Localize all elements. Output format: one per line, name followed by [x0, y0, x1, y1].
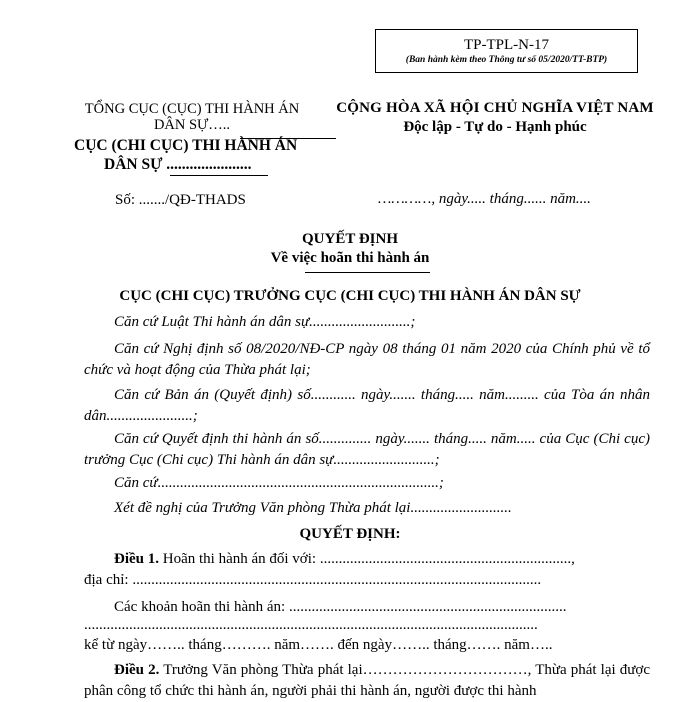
- issuing-authority: CỤC (CHI CỤC) TRƯỞNG CỤC (CHI CỤC) THI HÀNH ÁN DÂN SỰ: [119, 288, 581, 304]
- decision-date: …………, ngày..... tháng...... năm....: [378, 191, 591, 207]
- basis-4: Căn cứ Quyết định thi hành án số.............. ngày....... tháng..... năm..... của Cục (Chi cục) trưởng Cục (Chi cục) Thi hành án dân sự...........................;: [84, 431, 650, 468]
- subject-underline: [305, 272, 430, 273]
- agency-line-1: TỔNG CỤC (CỤC) THI HÀNH ÁN: [84, 101, 300, 117]
- article-1-period: kể từ ngày…….. tháng………. năm……. đến ngày…….. tháng……. năm…..: [84, 637, 553, 653]
- sub-agency-line-2: DÂN SỰ ......................: [104, 156, 252, 173]
- form-code: TP-TPL-N-17: [464, 37, 549, 53]
- basis-6: Xét đề nghị của Trưởng Văn phòng Thừa phát lại...........................: [114, 500, 512, 516]
- agency-line-2: DÂN SỰ…..: [153, 117, 231, 133]
- article-1-label: Điều 1.: [114, 551, 159, 567]
- sub-agency-line-1: CỤC (CHI CỤC) THI HÀNH ÁN: [74, 137, 298, 154]
- basis-3: Căn cứ Bản án (Quyết định) số............ ngày....... tháng..... năm......... của Tòa án nhân dân.......................;: [84, 387, 650, 424]
- decision-number: Số: ......./QĐ-THADS: [115, 192, 246, 208]
- article-1: [84, 549, 650, 570]
- nation-title: CỘNG HÒA XÃ HỘI CHỦ NGHĨA VIỆT NAM: [336, 100, 654, 116]
- sub-agency-underline: [170, 175, 268, 176]
- article-1-address: địa chỉ: .............................................................................................................: [84, 572, 542, 588]
- agency-header: [62, 101, 322, 133]
- basis-2: Căn cứ Nghị định số 08/2020/NĐ-CP ngày 08 tháng 01 năm 2020 của Chính phủ về tổ chức và hoạt động của Thừa phát lại;: [84, 341, 650, 378]
- document-subject: Về việc hoãn thi hành án: [270, 250, 430, 266]
- basis-1: Căn cứ Luật Thi hành án dân sự...........................;: [114, 314, 416, 330]
- article-2-text: Trưởng Văn phòng Thừa phát lại……………………………, Thừa phát lại được phân công tổ chức thi hành án, người phải thi hành án, người được thi hành: [84, 662, 651, 699]
- article-2-label: Điều 2.: [114, 662, 160, 678]
- article-1-dots: .........................................................................................................................: [84, 617, 538, 633]
- form-subtitle: (Ban hành kèm theo Thông tư số 05/2020/TT-BTP): [405, 55, 608, 65]
- article-2: [84, 660, 650, 702]
- sub-agency-header: [74, 136, 297, 174]
- document-title: QUYẾT ĐỊNH: [302, 231, 398, 247]
- basis-5: Căn cứ...........................................................................;: [114, 475, 444, 491]
- national-motto: Độc lập - Tự do - Hạnh phúc: [403, 119, 587, 135]
- article-1-items: Các khoản hoãn thi hành án: ..........................................................................: [114, 599, 567, 615]
- decision-heading: QUYẾT ĐỊNH:: [299, 526, 401, 542]
- form-code-box: [375, 29, 638, 73]
- national-header: [330, 99, 660, 137]
- article-1-text: Hoãn thi hành án đối với: ...................................................................,: [159, 551, 575, 567]
